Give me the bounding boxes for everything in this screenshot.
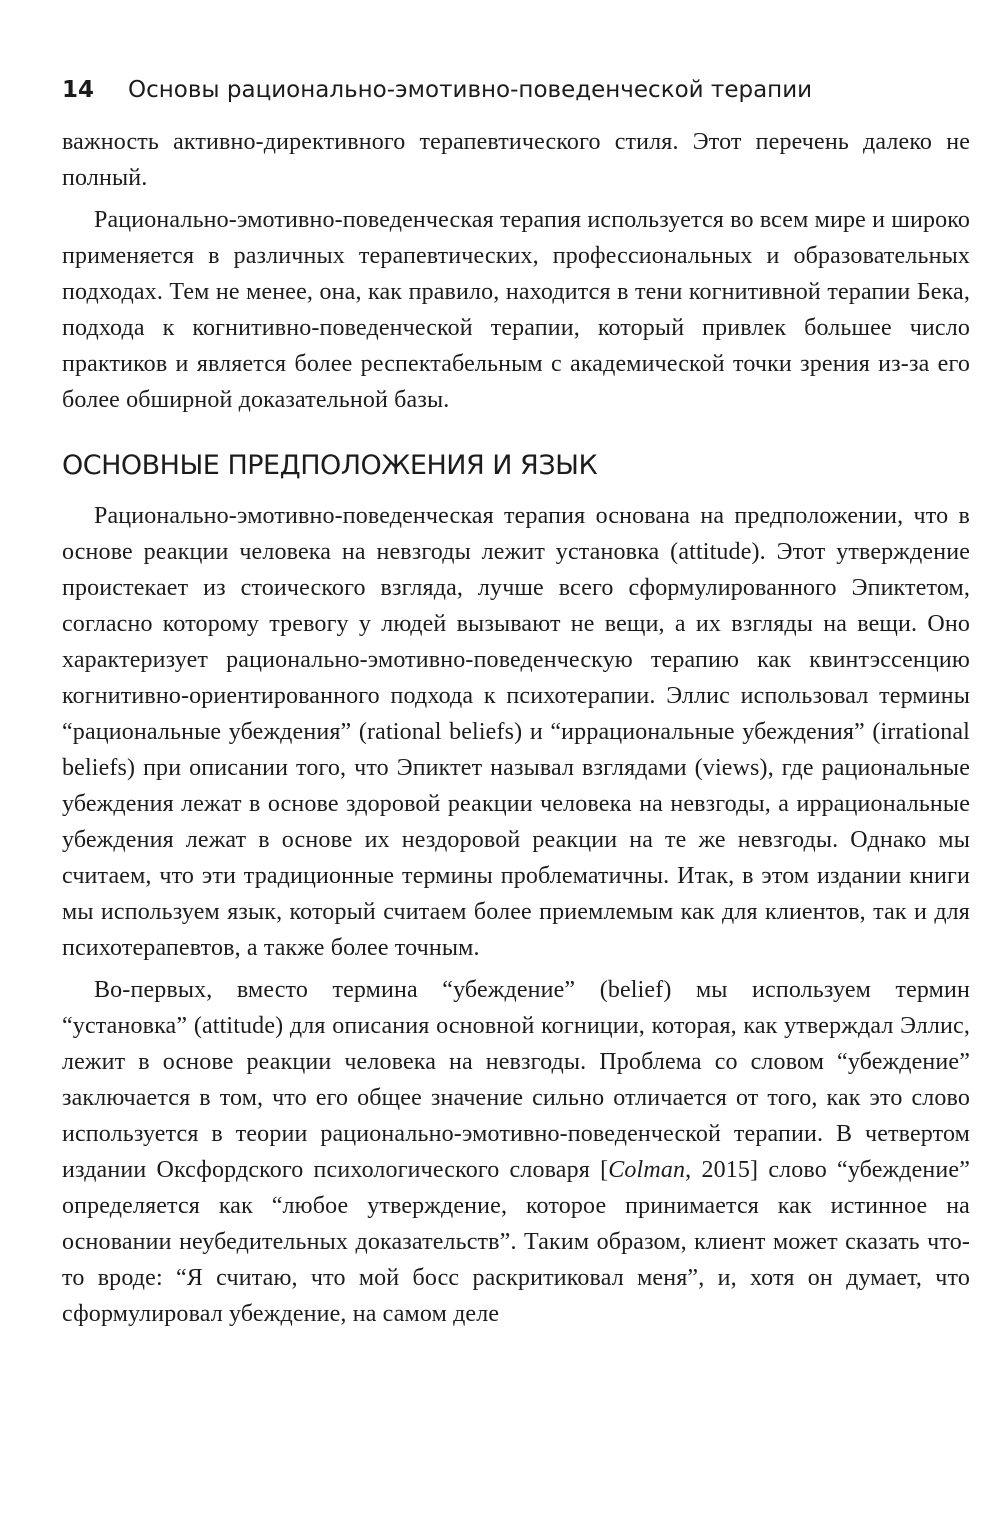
section-heading: ОСНОВНЫЕ ПРЕДПОЛОЖЕНИЯ И ЯЗЫК (62, 450, 598, 481)
paragraph-text-after-citation: , 2015] слово “убеждение” определяется как “любое утверждение, которое принимается как истинное на основании неубедительных доказательств”. Таким образом, клиент может сказать что-то вроде: “Я считаю, что мой босс раскритиковал меня”, и, хотя он думает, что сформулировал убеждение, на самом деле (62, 1157, 970, 1327)
running-title: Основы рационально-эмотивно-поведенческой терапии (128, 77, 813, 103)
paragraph-text-before-citation: Во-первых, вместо термина “убеждение” (belief) мы используем термин “установка” (attitude) для описания основной когниции, которая, как утверждал Эллис, лежит в основе реакции человека на невзгоды. Проблема со словом “убеждение” заключается в том, что его общее значение сильно отличается от того, как это слово используется в теории рационально-эмотивно-поведенческой терапии. В четвертом издании Оксфордского психологического словаря [ (62, 977, 970, 1183)
paragraph-basic-assumptions: Рационально-эмотивно-поведенческая терапия основана на предположении, что в основе реакции человека на невзгоды лежит установка (attitude). Этот утверждение проистекает из стоического взгляда, лучше всего сформулированного Эпиктетом, согласно которому тревогу у людей вызывают не вещи, а их взгляды на вещи. Оно характеризует рационально-эмотивно-поведенческую терапию как квинтэссенцию когнитивно-ориентированного подхода к психотерапии. Эллис использовал термины “рациональные убеждения” (rational beliefs) и “иррациональные убеждения” (irrational beliefs) при описании того, что Эпиктет называл взглядами (views), где рациональные убеждения лежат в основе здоровой реакции человека на невзгоды, а иррациональные убеждения лежат в основе их нездоровой реакции на те же невзгоды. Однако мы считаем, что эти традиционные термины проблематичны. Итак, в этом издании книги мы используем язык, который считаем более приемлемым как для клиентов, так и для психотерапевтов, а также более точным. (62, 503, 970, 961)
page-number: 14 (62, 77, 95, 103)
paragraph-continued: важность активно-директивного терапевтического стиля. Этот перечень далеко не полный. (62, 129, 970, 191)
paragraph-belief-term (62, 972, 970, 1332)
running-header (62, 70, 970, 110)
book-page (62, 70, 970, 1332)
paragraph-rebt-worldwide: Рационально-эмотивно-поведенческая терапия используется во всем мире и широко применяется в различных терапевтических, профессиональных и образовательных подходах. Тем не менее, она, как правило, находится в тени когнитивной терапии Бека, подхода к когнитивно-поведенческой терапии, который привлек большее число практиков и является более респектабельным с академической точки зрения из-за его более обширной доказательной базы. (62, 207, 970, 413)
citation-author: Colman (608, 1157, 686, 1183)
